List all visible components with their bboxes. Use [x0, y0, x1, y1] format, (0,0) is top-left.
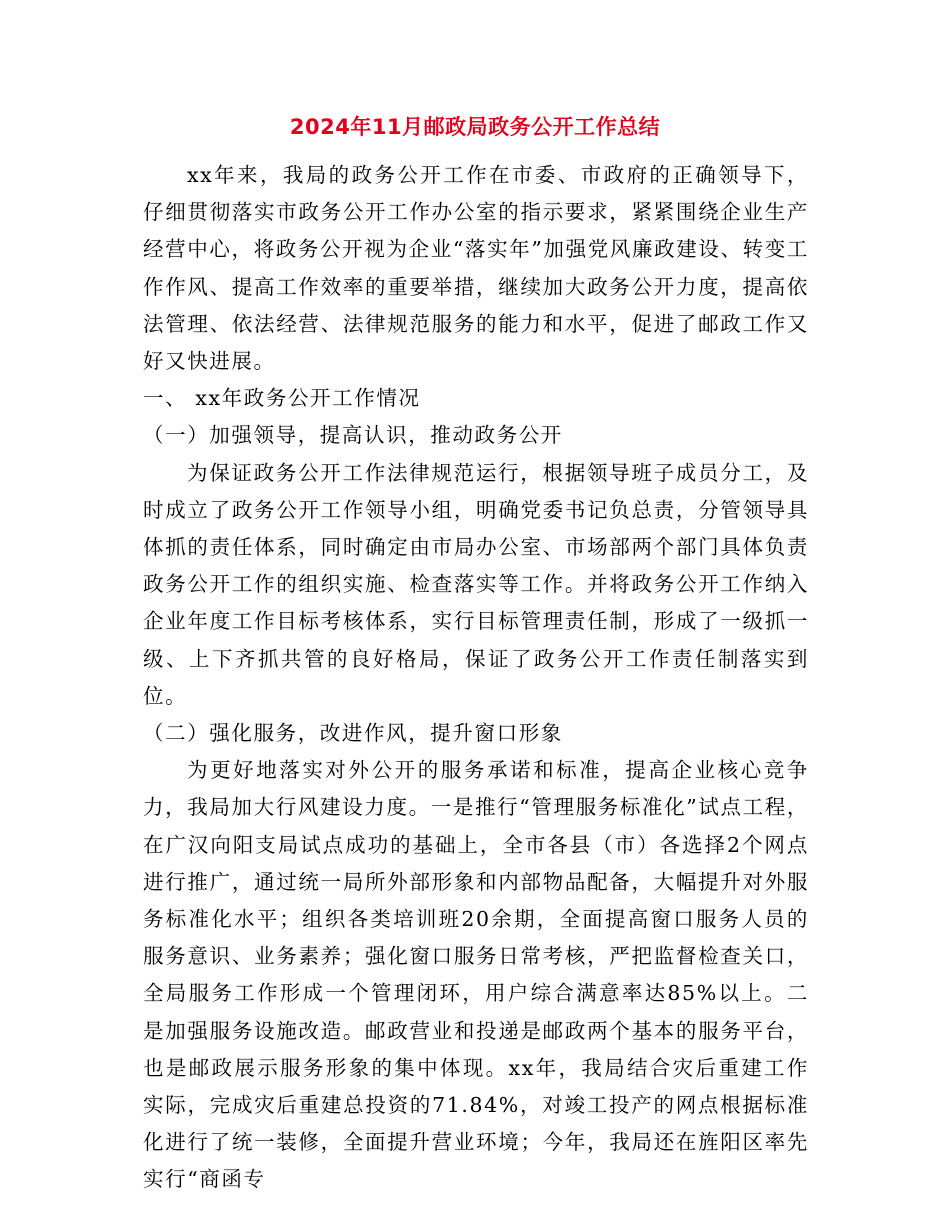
subsection-body-1: 为保证政务公开工作法律规范运行，根据领导班子成员分工，及时成立了政务公开工作领导小组，明确党委书记负总责，分管领导具体抓的责任体系，同时确定由市局办公室、市场部两个部门具体负责政务公开工作的组织实施、检查落实等工作。并将政务公开工作纳入企业年度工作目标考核体系，实行目标管理责任制，形成了一级抓一级、上下齐抓共管的良好格局，保证了政务公开工作责任制落实到位。 [143, 460, 809, 708]
document-body [143, 157, 809, 1199]
subsection-heading-1: （一）加强领导，提高认识，推动政务公开 [143, 423, 563, 448]
intro-paragraph: xx年来，我局的政务公开工作在市委、市政府的正确领导下，仔细贯彻落实市政务公开工作办公室的指示要求，紧紧围绕企业生产经营中心，将政务公开视为企业“落实年”加强党风廉政建设、转变工作作风、提高工作效率的重要举措，继续加大政务公开力度，提高依法管理、依法经营、法律规范服务的能力和水平，促进了邮政工作又好又快进展。 [143, 163, 809, 374]
document-title: 2024年11月邮政局政务公开工作总结 [289, 115, 661, 139]
subsection-body-2: 为更好地落实对外公开的服务承诺和标准，提高企业核心竞争力，我局加大行风建设力度。一是推行“管理服务标准化”试点工程，在广汉向阳支局试点成功的基础上，全市各县（市）各选择2个网点进行推广，通过统一局所外部形象和内部物品配备，大幅提升对外服务标准化水平；组织各类培训班20余期，全面提高窗口服务人员的服务意识、业务素养；强化窗口服务日常考核，严把监督检查关口，全局服务工作形成一个管理闭环，用户综合满意率达85%以上。二是加强服务设施改造。邮政营业和投递是邮政两个基本的服务平台，也是邮政展示服务形象的集中体现。xx年，我局结合灾后重建工作实际，完成灾后重建总投资的71.84%，对竣工投产的网点根据标准化进行了统一装修，全面提升营业环境；今年，我局还在旌阳区率先实行“商函专 [143, 758, 809, 1192]
subsection-heading-2: （二）强化服务，改进作风，提升窗口形象 [143, 721, 563, 746]
section-heading: 一、 xx年政务公开工作情况 [143, 386, 421, 411]
